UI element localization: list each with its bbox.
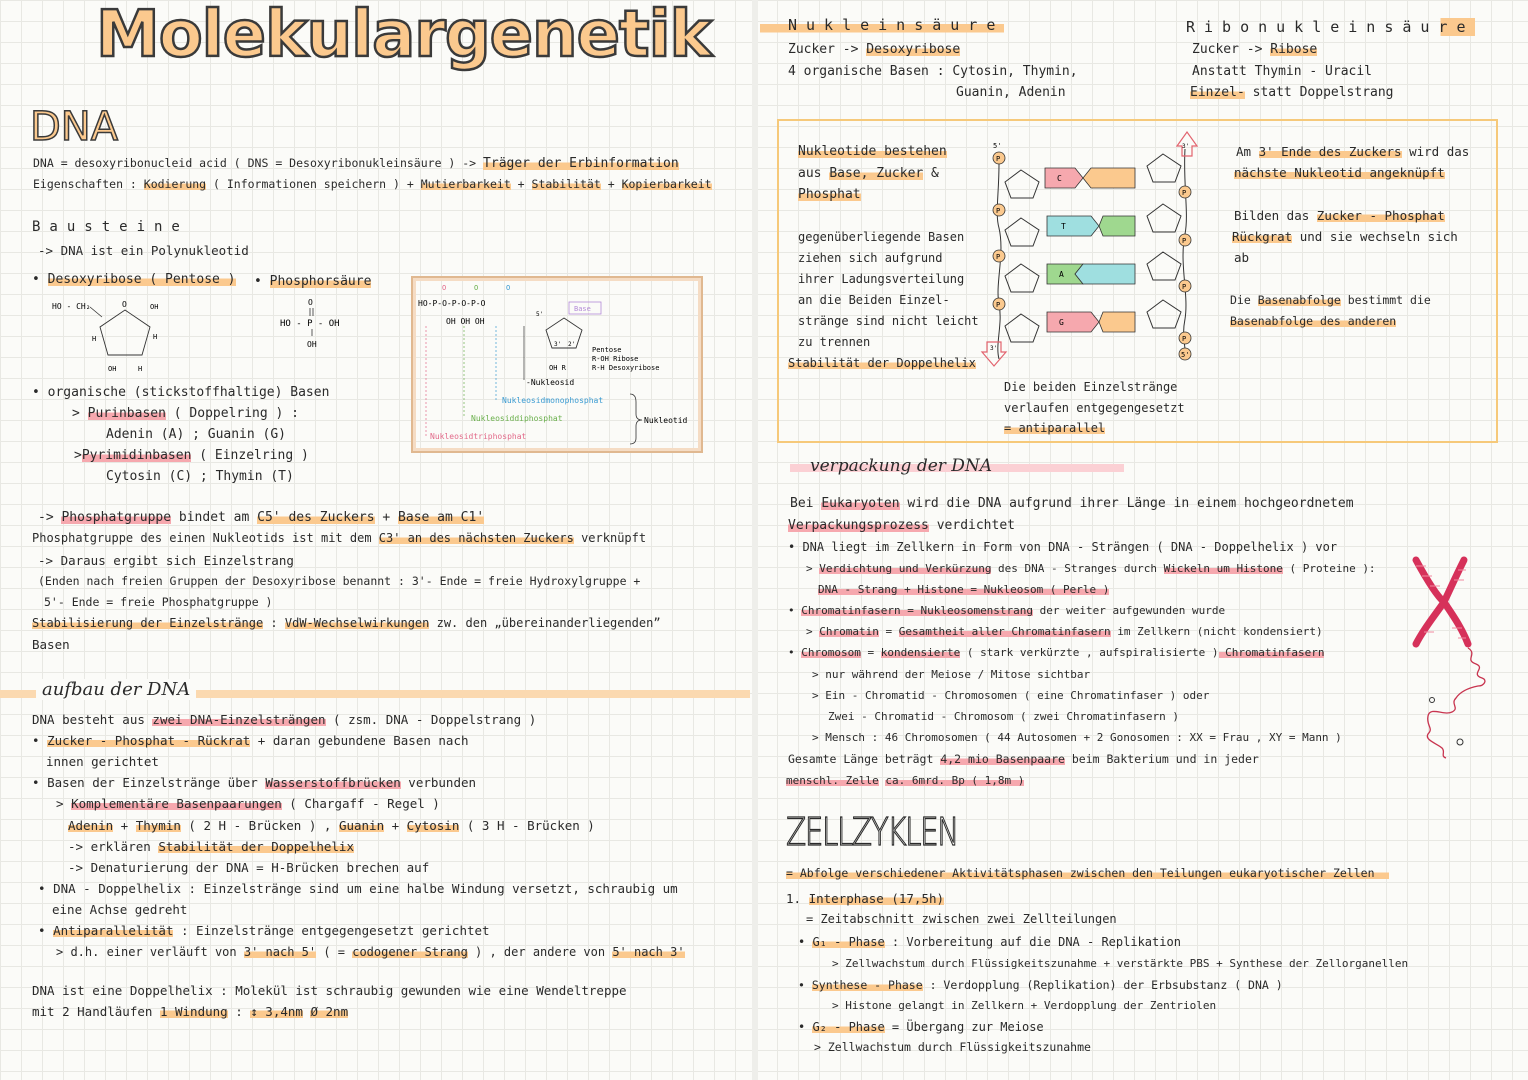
diag-r2: nächste Nukleotid angeknüpft	[1234, 165, 1445, 180]
diag-g1: gegenüberliegende Basen	[798, 230, 965, 244]
svg-text:O: O	[506, 284, 511, 292]
verpackung-heading: verpackung der DNA	[810, 456, 993, 476]
svg-text:5': 5'	[536, 311, 544, 318]
svg-text:P: P	[1182, 189, 1187, 197]
aufbau-l12: > d.h. einer verläuft von 3' nach 5' ( = codogener Strang ) , der andere von 5' nach 3'	[56, 945, 685, 959]
ribo-einzel: Einzel- statt Doppelstrang	[1190, 85, 1394, 100]
strand-diagram	[975, 124, 1205, 384]
bond-line-7: Basen	[32, 637, 70, 652]
verp-l6: • Chromatinfasern = Nukleosomenstrang der weiter aufgewunden wurde	[788, 604, 1226, 617]
svg-text:O: O	[308, 298, 313, 307]
nukleinsaure-heading: Nukleinsäure	[760, 16, 1004, 34]
intro-line-2: Eigenschaften : Kodierung ( Informationen speichern ) + Mutierbarkeit + Stabilität + Kopierbarkeit	[33, 177, 712, 191]
svg-text:Base: Base	[574, 305, 591, 313]
desoxyribose-structure	[50, 295, 180, 375]
aufbau-l8: -> Denaturierung der DNA = H-Brücken brechen auf	[68, 860, 430, 875]
bausteine-sub: -> DNA ist ein Polynukleotid	[38, 243, 249, 258]
svg-text:Nukleotid: Nukleotid	[644, 416, 688, 425]
organische-basen: • organische (stickstoffhaltige) Basen	[32, 385, 330, 400]
bausteine-heading: Bausteine	[32, 219, 189, 235]
diag-t3: Phosphat	[798, 187, 861, 202]
verp-l3: • DNA liegt im Zellkern in Form von DNA - Strängen ( DNA - Doppelhelix ) vor	[788, 540, 1338, 554]
svg-text:HO - CH₂: HO - CH₂	[52, 302, 91, 311]
svg-text:T: T	[1061, 222, 1066, 231]
svg-text:A: A	[1059, 270, 1064, 279]
svg-text:R-OH Ribose: R-OH Ribose	[592, 355, 639, 363]
svg-text:OH: OH	[307, 340, 317, 349]
verp-l12: > Mensch : 46 Chromosomen ( 44 Autosomen + 2 Gonosomen : XX = Frau , XY = Mann )	[812, 731, 1342, 744]
verp-l10: > Ein - Chromatid - Chromosomen ( eine Chromatinfaser ) oder	[812, 689, 1210, 702]
svg-text:3': 3'	[554, 341, 562, 348]
aufbau-heading: aufbau der DNA	[36, 679, 196, 700]
verp-l5: DNA - Strang + Histone = Nukleosom ( Perle )	[818, 583, 1110, 596]
aufbau-l1: DNA besteht aus zwei DNA-Einzelsträngen ( zsm. DNA - Doppelstrang )	[32, 712, 537, 727]
verp-l11: Zwei - Chromatid - Chromosom ( zwei Chromatinfasern )	[828, 710, 1179, 723]
diag-b1: Die beiden Einzelstränge	[1004, 380, 1178, 394]
svg-text:3': 3'	[1182, 143, 1190, 150]
svg-text:P: P	[996, 207, 1001, 215]
svg-text:OH: OH	[150, 303, 159, 311]
zell-l4: • G₁ - Phase : Vorbereitung auf die DNA - Replikation	[798, 935, 1181, 949]
svg-text:P: P	[996, 301, 1001, 309]
aufbau-l9: • DNA - Doppelhelix : Einzelstränge sind um eine halbe Windung versetzt, schraubig um	[38, 881, 678, 896]
bond-line-1: -> Phosphatgruppe bindet am C5' des Zuckers + Base am C1'	[38, 510, 485, 525]
page-title: Molekulargenetik	[96, 0, 712, 72]
aufbau-l6: Adenin + Thymin ( 2 H - Brücken ) , Guanin + Cytosin ( 3 H - Brücken )	[68, 818, 595, 833]
svg-text:Nukleosiddiphosphat: Nukleosiddiphosphat	[471, 414, 563, 423]
verp-l4: > Verdichtung und Verkürzung des DNA - Stranges durch Wickeln um Histone ( Proteine ):	[806, 562, 1376, 575]
zell-l6: • Synthese - Phase : Verdopplung (Replikation) der Erbsubstanz ( DNA )	[798, 978, 1283, 992]
diag-r7: Basenabfolge des anderen	[1230, 314, 1397, 328]
verp-l14: menschl. Zelle ca. 6mrd. Bp ( 1,8m )	[786, 774, 1025, 787]
purin-examples: Adenin (A) ; Guanin (G)	[106, 427, 287, 442]
aufbau-l13: DNA ist eine Doppelhelix : Molekül ist schraubig gewunden wie eine Wendeltreppe	[32, 983, 627, 998]
diag-g3: ihrer Ladungsverteilung	[798, 272, 965, 286]
verp-l7: > Chromatin = Gesamtheit aller Chromatinfasern im Zellkern (nicht kondensiert)	[806, 625, 1323, 638]
svg-text:Nukleosidtriphosphat: Nukleosidtriphosphat	[430, 432, 527, 441]
svg-text:P: P	[996, 253, 1001, 261]
verp-l13: Gesamte Länge beträgt 4,2 mio Basenpaare beim Bakterium und in jeder	[788, 752, 1259, 766]
diag-t2: aus Base, Zucker &	[798, 166, 939, 181]
aufbau-l3: innen gerichtet	[46, 754, 159, 769]
svg-text:H: H	[92, 335, 97, 343]
nukleinsaure-basen-2: Guanin, Adenin	[956, 85, 1066, 100]
ribo-zucker: Zucker -> Ribose	[1192, 42, 1318, 57]
svg-text:2': 2'	[568, 341, 576, 348]
ribo-anstatt: Anstatt Thymin - Uracil	[1192, 64, 1373, 79]
nukleinsaure-basen-1: 4 organische Basen : Cytosin, Thymin,	[788, 64, 1078, 79]
diag-g4: an die Beiden Einzel-	[798, 293, 950, 307]
phosphorsaure-structure	[278, 296, 358, 352]
svg-text:R-H Desoxyribose: R-H Desoxyribose	[592, 364, 660, 372]
zell-l8: • G₂ - Phase = Übergang zur Meiose	[798, 1020, 1044, 1034]
aufbau-l10: eine Achse gedreht	[52, 902, 188, 917]
diag-b2: verlaufen entgegengesetzt	[1004, 401, 1185, 415]
verp-l8: • Chromosom = kondensierte ( stark verkürzte , aufspiralisierte ) Chromatinfasern	[788, 646, 1325, 659]
aufbau-l4: • Basen der Einzelstränge über Wasserstoffbrücken verbunden	[32, 775, 477, 790]
bond-line-6: Stabilisierung der Einzelstränge : VdW-Wechselwirkungen zw. den „übereinanderliegenden”	[32, 616, 661, 630]
diag-r3: Bilden das Zucker - Phosphat	[1234, 208, 1445, 223]
zell-l9: > Zellwachstum durch Flüssigkeitszunahme	[814, 1040, 1091, 1054]
svg-text:Nukleosidmonophosphat: Nukleosidmonophosphat	[502, 396, 604, 405]
svg-text:HO - P - OH: HO - P - OH	[280, 319, 340, 329]
aufbau-l5: > Komplementäre Basenpaarungen ( Chargaff - Regel )	[56, 796, 440, 811]
svg-text:3': 3'	[990, 345, 998, 352]
diag-r5: ab	[1234, 250, 1250, 265]
purinbasen: > Purinbasen ( Doppelring ) :	[72, 406, 299, 421]
pyrim-examples: Cytosin (C) ; Thymin (T)	[106, 469, 294, 484]
intro-line-1: DNA = desoxyribonucleid acid ( DNS = Desoxyribonukleinsäure ) -> Träger der Erbinformation	[33, 156, 679, 171]
svg-text:OH R: OH R	[549, 364, 566, 372]
diag-t1: Nukleotide bestehen	[798, 144, 947, 159]
svg-text:O: O	[122, 300, 127, 309]
svg-text:P: P	[1182, 283, 1187, 291]
zell-l2: 1. Interphase (17,5h)	[786, 891, 945, 906]
svg-text:P: P	[996, 155, 1001, 163]
diag-g6: zu trennen	[798, 335, 871, 349]
svg-text:H: H	[138, 365, 143, 373]
ribo-heading: Ribonukleinsäure	[1186, 18, 1475, 36]
zell-l3: = Zeitabschnitt zwischen zwei Zellteilungen	[806, 912, 1117, 926]
zell-l1: = Abfolge verschiedener Aktivitätsphasen zwischen den Teilungen eukaryotischer Zellen	[786, 866, 1389, 880]
svg-text:H: H	[153, 333, 158, 341]
bond-line-4: (Enden nach freien Gruppen der Desoxyribose benannt : 3'- Ende = freie Hydroxylgruppe +	[38, 574, 641, 588]
bond-line-2: Phosphatgruppe des einen Nukleotids ist mit dem C3' an des nächsten Zuckers verknüpft	[32, 531, 647, 545]
svg-text:5': 5'	[993, 142, 1002, 150]
verp-l9: > nur während der Meiose / Mitose sichtbar	[812, 668, 1091, 681]
svg-text:Pentose: Pentose	[592, 346, 622, 354]
nucleotide-diagram	[416, 282, 696, 446]
svg-text:G: G	[1059, 318, 1064, 327]
zell-l7: > Histone gelangt in Zellkern + Verdopplung der Zentriolen	[832, 999, 1217, 1012]
svg-text:5': 5'	[1181, 351, 1190, 359]
chromosome-drawing	[1398, 552, 1494, 762]
verp-l1: Bei Eukaryoten wird die DNA aufgrund ihrer Länge in einem hochgeordnetem	[790, 496, 1354, 511]
zellzyklen-heading: ZELLZYKLEN	[786, 810, 958, 854]
diag-r4: Rückgrat und sie wechseln sich	[1232, 229, 1458, 244]
svg-text:O: O	[442, 284, 447, 292]
svg-text:C: C	[1057, 174, 1062, 183]
svg-text:OH OH OH: OH OH OH	[446, 317, 485, 326]
diag-r1: Am 3' Ende des Zuckers wird das	[1236, 144, 1470, 159]
aufbau-l11: • Antiparallelität : Einzelstränge entgegengesetzt gerichtet	[38, 923, 490, 938]
diag-b3: = antiparallel	[1004, 421, 1106, 435]
desoxyribose-label: • Desoxyribose ( Pentose )	[32, 272, 236, 287]
svg-text:-Nukleosid: -Nukleosid	[526, 378, 575, 387]
page-fold	[752, 0, 758, 1080]
zell-l5: > Zellwachstum durch Flüssigkeitszunahme + verstärkte PBS + Synthese der Zellorganellen	[832, 957, 1409, 970]
svg-text:P: P	[1182, 237, 1187, 245]
bond-line-5: 5'- Ende = freie Phosphatgruppe )	[44, 595, 273, 609]
svg-text:P: P	[1182, 335, 1187, 343]
svg-text:OH: OH	[108, 365, 117, 373]
phosphorsaure-label: • Phosphorsäure	[254, 274, 372, 289]
pyrimidinbasen: >Pyrimidinbasen ( Einzelring )	[74, 448, 309, 463]
dna-heading: DNA	[30, 104, 119, 150]
diag-r6: Die Basenabfolge bestimmt die	[1230, 293, 1431, 307]
svg-text:O: O	[474, 284, 479, 292]
verp-l2: Verpackungsprozess verdichtet	[788, 518, 1015, 533]
aufbau-l7: -> erklären Stabilität der Doppelhelix	[68, 839, 354, 854]
aufbau-l2: • Zucker - Phosphat - Rückrat + daran gebundene Basen nach	[32, 733, 469, 748]
bond-line-3: -> Daraus ergibt sich Einzelstrang	[38, 553, 294, 568]
diag-g7: Stabilität der Doppelhelix	[788, 356, 976, 370]
aufbau-l14: mit 2 Handläufen 1 Windung : ↕ 3,4nm Ø 2nm	[32, 1004, 349, 1019]
diag-g2: ziehen sich aufgrund	[798, 251, 943, 265]
nukleinsaure-zucker: Zucker -> Desoxyribose	[788, 42, 961, 57]
svg-text:HO-P-O-P-O-P-O: HO-P-O-P-O-P-O	[418, 299, 486, 308]
diag-g5: stränge sind nicht leicht	[798, 314, 979, 328]
